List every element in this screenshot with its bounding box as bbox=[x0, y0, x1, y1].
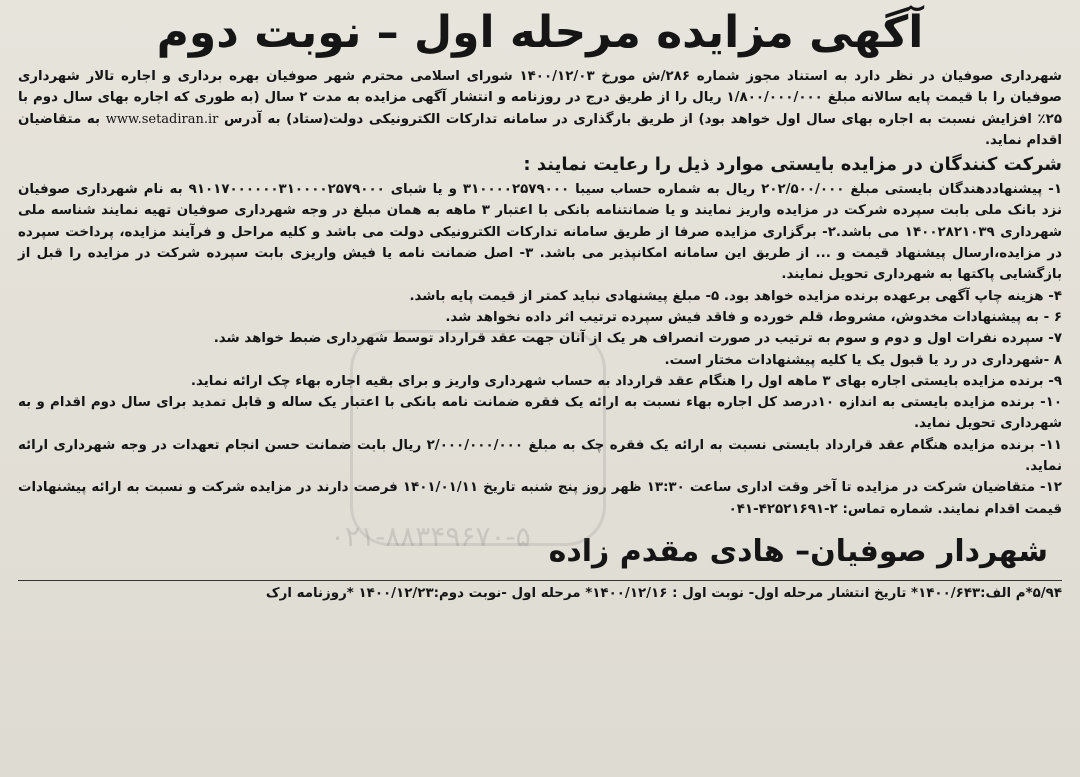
condition-item: ۷- سپرده نفرات اول و دوم و سوم به ترتیب در صورت انصراف هر یک از آنان جهت عقد قرارداد توسط شهرداری ضبط خواهد شد. bbox=[213, 331, 1062, 347]
signature: شهردار صوفیان– هادی مقدم زاده bbox=[548, 533, 1048, 569]
condition-item: ۱۱- برنده مزایده هنگام عقد قرارداد بایستی نسبت به ارائه یک فقره چک به مبلغ ۲/۰۰۰/۰۰۰/۰۰۰ ریال بابت ضمانت حسن انجام تعهدات در وجه شهرداری ارائه نماید. bbox=[18, 437, 1062, 475]
condition-item: ۱- پیشنهاددهندگان بایستی مبلغ ۲۰۲/۵۰۰/۰۰۰ ریال به شماره حساب سیبا ۳۱۰۰۰۰۲۵۷۹۰۰۰ و یا شبای ۹۱۰۱۷۰۰۰۰۰۰۳۱۰۰۰۰۲۵۷۹۰۰۰ به نام شهرداری صوفیان نزد بانک ملی بابت سپرده شرکت در مزایده واریز نمایند و یا ضمانتنامه بانکی با اعتبار ۳ ماهه به همان مبلغ در وجه شهرداری صوفیان تهیه نمایند شناسه ملی شهرداری ۱۴۰۰۲۸۲۱۰۳۹ می باشد.۲- برگزاری مزایده صرفا از طریق سامانه تدارکات الکترونیکی دولت می باشد و کلیه مراحل و فرآیند مزایده، پرداخت سپرده در مزایده،ارسال پیشنهاد قیمت و ... از طریق این سامانه امکانپذیر می باشد. ۳- اصل ضمانت نامه یا فیش واریزی بابت سپرده شرکت در مزایده را قبل از بازگشایی پاکتها به شهرداری تحویل نمایند. bbox=[18, 182, 1063, 283]
intro-text: شهرداری صوفیان در نظر دارد به استناد مجوز شماره ۲۸۶/ش مورخ ۱۴۰۰/۱۲/۰۳ شورای اسلامی محترم شهر صوفیان بهره برداری و اجاره تالار شهرداری صوفیان را با قیمت پایه سالانه مبلغ ۱/۸۰۰/۰۰۰/۰۰۰ ریال را از طریق درج در روزنامه و انتشار آگهی مزایده به مدت ۲ سال (به طوری که اجاره بهای سال دوم با ۲۵٪ افزایش نسبت به اجاره بهای سال اول خواهد بود) از طریق بارگذاری در سامانه تدارکات الکترونیکی دولت(ستاد) به آدرس bbox=[18, 69, 1062, 127]
conditions-list bbox=[18, 179, 1062, 520]
condition-item: ۹- برنده مزایده بایستی اجاره بهای ۳ ماهه اول را هنگام عقد قرارداد به حساب شهرداری واریز و برای بقیه اجاره بهاء چک ارائه نماید. bbox=[190, 373, 1062, 389]
condition-item: ۴- هزینه چاپ آگهی برعهده برنده مزایده خواهد بود. ۵- مبلغ پیشنهادی نباید کمتر از قیمت پایه باشد. bbox=[409, 288, 1062, 304]
condition-item: ۸ -شهرداری در رد یا قبول یک یا کلیه پیشنهادات مختار است. bbox=[664, 352, 1062, 368]
intro-paragraph bbox=[18, 66, 1062, 151]
condition-item: ۶ - به پیشنهادات مخدوش، مشروط، قلم خورده و فاقد فیش سپرده ترتیب اثر داده نخواهد شد. bbox=[445, 309, 1062, 325]
publication-footer: ۵/۹۴*م الف:۱۴۰۰/۶۴۳* تاریخ انتشار مرحله اول- نوبت اول : ۱۴۰۰/۱۲/۱۶* مرحله اول -نوبت دوم:۱۴۰۰/۱۲/۲۳ *روزنامه ارک bbox=[265, 585, 1062, 601]
condition-item: ۱۲- متقاضیان شرکت در مزایده تا آخر وقت اداری ساعت ۱۳:۳۰ ظهر روز پنج شنبه تاریخ ۱۴۰۱/۰۱/۱۱ فرصت دارند در مزایده شرکت و نسبت به ارائه پیشنهادات قیمت اقدام نمایند. شماره تماس: ۲-۴۲۵۲۱۶۹۱-۰۴۱ bbox=[18, 480, 1062, 517]
watermark-phone: ۰۲۱-۸۸۳۴۹۶۷۰-۵ bbox=[330, 520, 531, 553]
condition-item: ۱۰- برنده مزایده بایستی به اندازه ۱۰درصد کل اجاره بهاء نسبت به ارائه یک فقره ضمانت نامه بانکی با اعتبار یک ساله و قابل تمدید برای سال دوم اقدام و به شهرداری تحویل نماید. bbox=[18, 395, 1062, 432]
intro-end: به متقاضیان اقدام نماید. bbox=[18, 111, 1062, 148]
conditions-heading: شرکت کنندگان در مزایده بایستی موارد ذیل را رعایت نمایند : bbox=[523, 154, 1062, 176]
website-link[interactable]: www.setadiran.ir bbox=[105, 111, 219, 127]
notice-title: آگهی مزایده مرحله اول – نوبت دوم bbox=[156, 7, 924, 58]
